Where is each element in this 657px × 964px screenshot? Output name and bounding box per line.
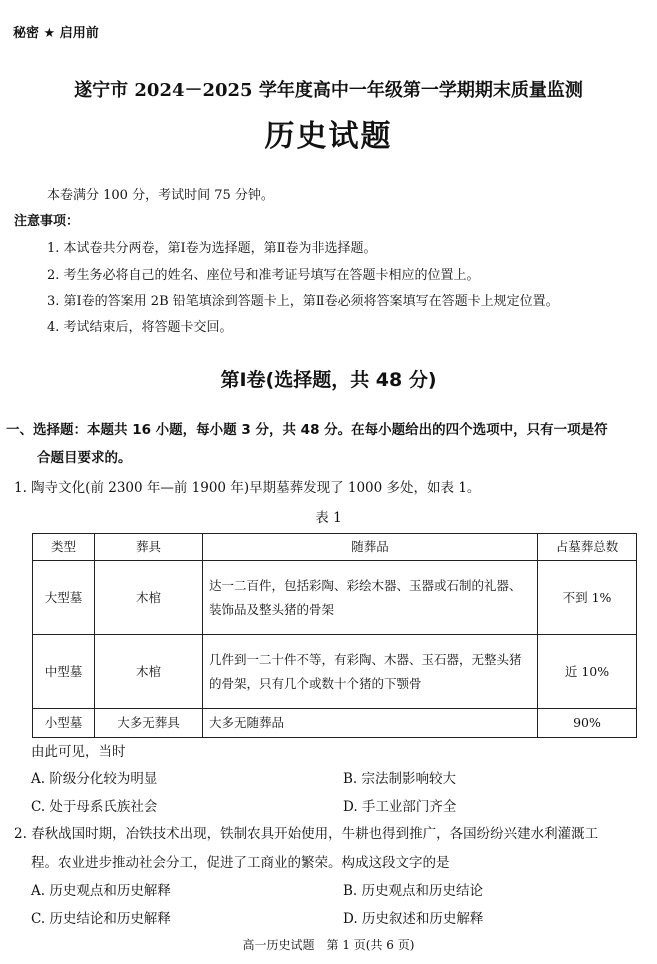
header-coffin: 葬具 — [95, 534, 203, 561]
question-2-stem-line1: 2. 春秋战国时期，冶铁技术出现，铁制农具开始使用，牛耕也得到推广，各国纷纷兴建水利灌溉工 — [14, 826, 599, 842]
question-2-option-a: A. 历史观点和历史解释 — [31, 883, 171, 899]
table-cell: 大多无葬具 — [95, 709, 203, 738]
notice-item-4: 4. 考试结束后，将答题卡交回。 — [47, 320, 233, 335]
table-row — [33, 561, 637, 635]
header-share: 占墓葬总数 — [538, 534, 637, 561]
question-2-option-c: C. 历史结论和历史解释 — [31, 911, 171, 927]
question-1-option-b: B. 宗法制影响较大 — [343, 771, 457, 787]
table-header-row — [33, 534, 637, 561]
burial-table — [32, 533, 637, 738]
section-instruction-line2: 合题目要求的。 — [37, 450, 132, 466]
table-cell: 不到 1% — [538, 561, 637, 635]
question-1-option-a: A. 阶级分化较为明显 — [31, 771, 158, 787]
table-caption: 表 1 — [315, 510, 342, 526]
subject-title: 历史试题 — [264, 119, 393, 154]
score-time-note: 本卷满分 100 分，考试时间 75 分钟。 — [47, 188, 274, 203]
table-cell: 大多无随葬品 — [203, 709, 538, 738]
question-2-stem-line2: 程。农业进步推动社会分工，促进了工商业的繁荣。构成这段文字的是 — [31, 855, 450, 871]
question-2-option-b: B. 历史观点和历史结论 — [343, 883, 484, 899]
question-1-stem: 1. 陶寺文化(前 2300 年—前 1900 年)早期墓葬发现了 1000 多处，如表 1。 — [14, 480, 481, 496]
table-cell: 小型墓 — [33, 709, 95, 738]
notice-item-3: 3. 第Ⅰ卷的答案用 2B 铅笔填涂到答题卡上，第Ⅱ卷必须将答案填写在答题卡上规定位置。 — [47, 294, 559, 309]
header-type: 类型 — [33, 534, 95, 561]
section-title: 第Ⅰ卷(选择题，共 48 分) — [220, 369, 437, 391]
notice-heading: 注意事项： — [14, 214, 80, 229]
confidential-label: 秘密 ★ 启用前 — [13, 26, 99, 41]
exam-title: 遂宁市 2024－2025 学年度高中一年级第一学期期末质量监测 — [74, 80, 583, 101]
question-1-follow: 由此可见，当时 — [31, 744, 126, 760]
notice-item-1: 1. 本试卷共分两卷，第Ⅰ卷为选择题，第Ⅱ卷为非选择题。 — [47, 241, 377, 256]
table-cell: 木棺 — [95, 561, 203, 635]
question-1-option-d: D. 手工业部门齐全 — [343, 799, 457, 815]
table-row — [33, 709, 637, 738]
question-1-option-c: C. 处于母系氏族社会 — [31, 799, 158, 815]
header-grave-goods: 随葬品 — [203, 534, 538, 561]
page-footer: 高一历史试题 第 1 页(共 6 页) — [242, 938, 415, 952]
question-2-option-d: D. 历史叙述和历史解释 — [343, 911, 484, 927]
table-cell: 几件到一二十件不等，有彩陶、木器、玉石器，无整头猪的骨架，只有几个或数十个猪的下颚骨 — [203, 635, 538, 709]
notice-item-2: 2. 考生务必将自己的姓名、座位号和准考证号填写在答题卡相应的位置上。 — [47, 268, 480, 283]
table-cell: 近 10% — [538, 635, 637, 709]
table-cell: 达一二百件，包括彩陶、彩绘木器、玉器或石制的礼器、装饰品及整头猪的骨架 — [203, 561, 538, 635]
table-cell: 中型墓 — [33, 635, 95, 709]
table-cell: 木棺 — [95, 635, 203, 709]
section-instruction-line1: 一、选择题：本题共 16 小题，每小题 3 分，共 48 分。在每小题给出的四个选项中，只有一项是符 — [6, 422, 608, 438]
table-cell: 大型墓 — [33, 561, 95, 635]
table-cell: 90% — [538, 709, 637, 738]
table-row — [33, 635, 637, 709]
